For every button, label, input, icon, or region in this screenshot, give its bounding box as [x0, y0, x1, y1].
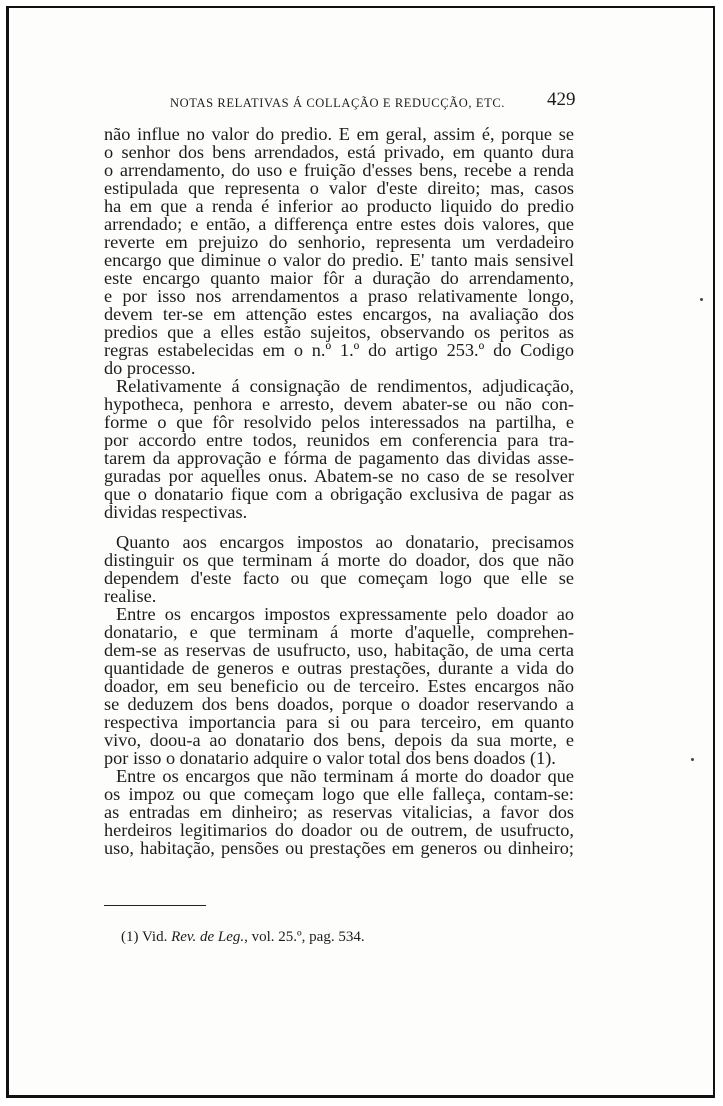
text-line: herdeiros legitimarios do doador ou de outrem, de usufructo,	[104, 820, 574, 840]
text-line: por isso o donatario adquire o valor total dos bens doados (1).	[104, 748, 556, 768]
body-text	[104, 125, 574, 857]
text-line: hypotheca, penhora e arresto, devem abater-se ou não con-	[104, 394, 574, 414]
text-line: arrendado; e então, a differença entre estes dois valores, que	[104, 214, 574, 234]
text-line: uso, habitação, pensões ou prestações em generos ou dinheiro;	[104, 838, 574, 858]
text-line: este encargo quanto maior fôr a duração do arrendamento,	[104, 268, 574, 288]
scan-speck	[700, 298, 703, 301]
running-title: NOTAS RELATIVAS Á COLLAÇÃO E REDUCÇÃO, ETC.	[170, 96, 505, 110]
text-line: e por isso nos arrendamentos a praso relativamente longo,	[104, 286, 574, 306]
scan-speck	[691, 758, 694, 761]
text-line: do processo.	[104, 358, 196, 378]
footnote-source: Rev. de Leg.	[171, 929, 245, 945]
text-line: realise.	[104, 586, 157, 606]
text-line: doador, em seu beneficio ou de terceiro. Estes encargos não	[104, 676, 574, 696]
text-line: não influe no valor do predio. E em geral, assim é, porque se	[104, 124, 574, 144]
paragraph-start-line: Quanto aos encargos impostos ao donatario, precisamos	[116, 532, 574, 552]
text-line: estipulada que representa o valor d'este direito; mas, casos	[104, 178, 574, 198]
text-line: dem-se as reservas de usufructo, uso, habitação, de uma certa	[104, 640, 574, 660]
text-line: forme o que fôr resolvido pelos interessados na partilha, e	[104, 412, 574, 432]
text-line: dependem d'este facto ou que começam logo que elle se	[104, 568, 574, 588]
footnote-details: , vol. 25.º, pag. 534.	[244, 929, 365, 945]
text-line: predios que a elles estão sujeitos, observando os peritos as	[104, 322, 574, 342]
page-number: 429	[547, 89, 576, 110]
text-line: encargo que diminue o valor do predio. E' tanto mais sensivel	[104, 250, 574, 270]
footnote-rule	[104, 905, 206, 906]
text-line: o senhor dos bens arrendados, está privado, em quanto dura	[104, 142, 574, 162]
text-line: o arrendamento, do uso e fruição d'esses bens, recebe a renda	[104, 160, 574, 180]
text-line: reverte em prejuizo do senhorio, representa um verdadeiro	[104, 232, 574, 252]
text-line: distinguir os que terminam á morte do doador, dos que não	[104, 550, 574, 570]
text-line: tarem da approvação e fórma de pagamento das dividas asse-	[104, 448, 574, 468]
text-line: os impoz ou que começam logo que elle falleça, contam-se:	[104, 784, 574, 804]
text-line: guradas por aquelles onus. Abatem-se no caso de se resolver	[104, 466, 574, 486]
text-line: que o donatario fique com a obrigação exclusiva de pagar as	[104, 484, 574, 504]
text-line: donatario, e que terminam á morte d'aquelle, comprehen-	[104, 622, 574, 642]
text-line: dividas respectivas.	[104, 502, 248, 522]
text-line: ha em que a renda é inferior ao producto liquido do predio	[104, 196, 574, 216]
paragraph-start-line: Entre os encargos que não terminam á morte do doador que	[116, 766, 574, 786]
text-line: regras estabelecidas em o n.º 1.º do artigo 253.º do Codigo	[104, 340, 574, 360]
text-line: as entradas em dinheiro; as reservas vitalicias, a favor dos	[104, 802, 574, 822]
text-line: se deduzem dos bens doados, porque o doador reservando a	[104, 694, 574, 714]
footnote-marker: (1) Vid.	[121, 929, 168, 945]
text-line: por accordo entre todos, reunidos em conferencia para tra-	[104, 430, 574, 450]
text-line: respectiva importancia para si ou para terceiro, em quanto	[104, 712, 574, 732]
paragraph-start-line: Entre os encargos impostos expressamente pelo doador ao	[116, 604, 574, 624]
footnote	[121, 929, 365, 946]
text-line: vivo, doou-a ao donatario dos bens, depois da sua morte, e	[104, 730, 574, 750]
text-line: quantidade de generos e outras prestações, durante a vida do	[104, 658, 574, 678]
text-line: devem ter-se em attenção estes encargos, na avaliação dos	[104, 304, 574, 324]
paragraph-start-line: Relativamente á consignação de rendimentos, adjudicação,	[116, 376, 574, 396]
